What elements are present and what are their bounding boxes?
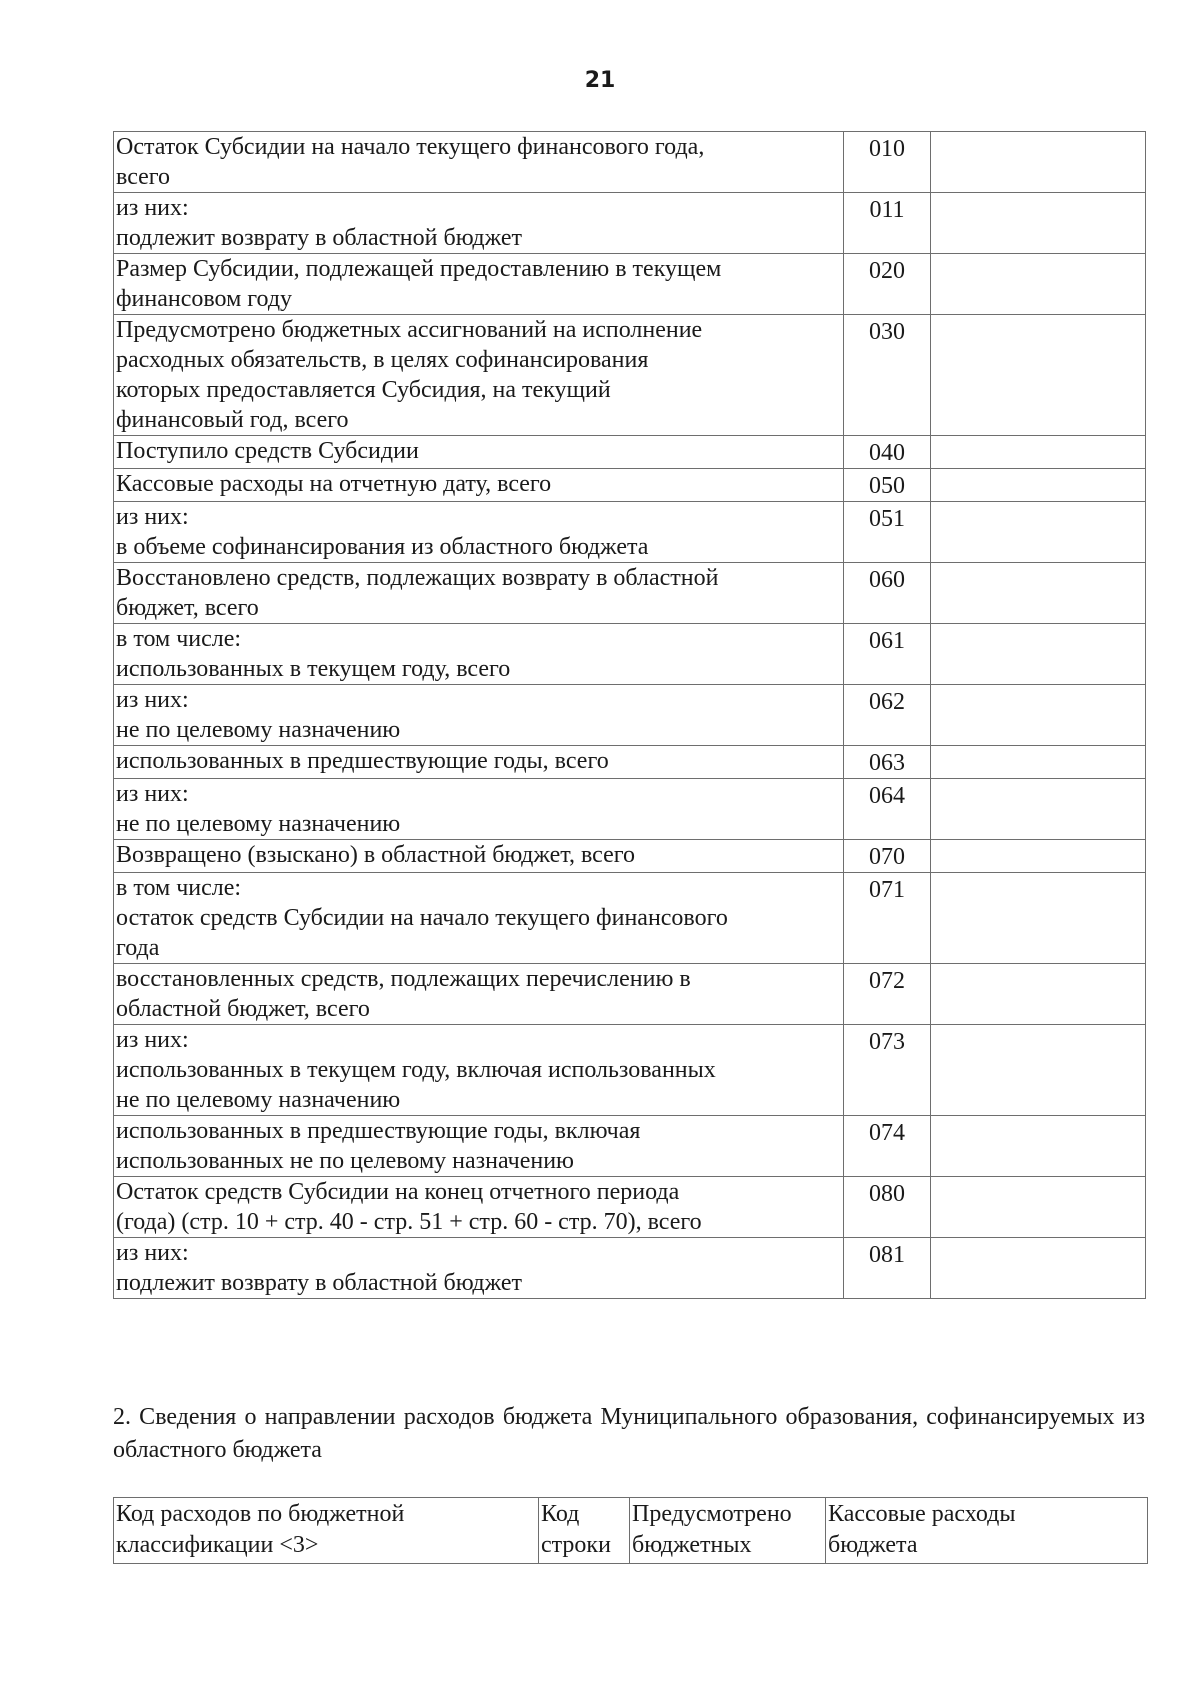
indicator-text-line: в том числе: bbox=[116, 875, 242, 901]
table-row bbox=[114, 1025, 1146, 1116]
row-value-cell bbox=[931, 624, 1146, 685]
expense-column-header bbox=[114, 1498, 539, 1564]
indicator-text-line: областной бюджет, всего bbox=[116, 996, 370, 1022]
indicator-text-line: из них: bbox=[116, 504, 189, 530]
indicator-text-line: бюджет, всего bbox=[116, 595, 259, 621]
indicator-text-line: использованных в текущем году, всего bbox=[116, 656, 511, 682]
expense-column-header bbox=[539, 1498, 630, 1564]
indicator-text-line: Остаток средств Субсидии на конец отчетного периода bbox=[116, 1179, 680, 1205]
row-value-cell bbox=[931, 502, 1146, 563]
indicator-text-line: из них: bbox=[116, 1027, 189, 1053]
row-indicator-text bbox=[114, 436, 844, 469]
row-indicator-text bbox=[114, 746, 844, 779]
table-row bbox=[114, 193, 1146, 254]
indicator-text-line: подлежит возврату в областной бюджет bbox=[116, 225, 523, 251]
indicator-text-line: не по целевому назначению bbox=[116, 811, 401, 837]
column-header-line: Код bbox=[541, 1501, 580, 1527]
indicator-text-line: Остаток Субсидии на начало текущего финансового года, bbox=[116, 134, 705, 160]
row-indicator-text bbox=[114, 254, 844, 315]
row-value-cell bbox=[931, 1238, 1146, 1299]
indicator-text-line: использованных не по целевому назначению bbox=[116, 1148, 574, 1174]
indicator-text-line: не по целевому назначению bbox=[116, 717, 401, 743]
row-value-cell bbox=[931, 1177, 1146, 1238]
row-value-cell bbox=[931, 193, 1146, 254]
row-indicator-text bbox=[114, 1025, 844, 1116]
table-row bbox=[114, 873, 1146, 964]
row-code: 080 bbox=[844, 1177, 931, 1238]
row-indicator-text bbox=[114, 964, 844, 1025]
row-code: 030 bbox=[844, 315, 931, 436]
row-code: 071 bbox=[844, 873, 931, 964]
row-code: 050 bbox=[844, 469, 931, 502]
table-row bbox=[114, 563, 1146, 624]
indicator-text-line: использованных в текущем году, включая использованных bbox=[116, 1057, 716, 1083]
expense-directions-table bbox=[113, 1497, 1148, 1564]
row-indicator-text bbox=[114, 779, 844, 840]
row-value-cell bbox=[931, 840, 1146, 873]
column-header-line: бюджета bbox=[828, 1532, 918, 1558]
table-row bbox=[114, 1177, 1146, 1238]
row-code: 063 bbox=[844, 746, 931, 779]
indicator-text-line: не по целевому назначению bbox=[116, 1087, 401, 1113]
expense-column-header bbox=[826, 1498, 1148, 1564]
table-row bbox=[114, 502, 1146, 563]
indicator-text-line: финансовый год, всего bbox=[116, 407, 349, 433]
table-row bbox=[114, 315, 1146, 436]
row-indicator-text bbox=[114, 502, 844, 563]
row-code: 020 bbox=[844, 254, 931, 315]
table-row bbox=[114, 685, 1146, 746]
row-code: 081 bbox=[844, 1238, 931, 1299]
page-number: 21 bbox=[584, 68, 616, 93]
column-header-line: классификации <3> bbox=[116, 1532, 319, 1558]
row-value-cell bbox=[931, 132, 1146, 193]
row-code: 040 bbox=[844, 436, 931, 469]
row-code: 011 bbox=[844, 193, 931, 254]
indicator-text-line: в том числе: bbox=[116, 626, 242, 652]
indicator-text-line: из них: bbox=[116, 781, 189, 807]
indicator-text-line: финансовом году bbox=[116, 286, 293, 312]
row-value-cell bbox=[931, 469, 1146, 502]
indicator-text-line: из них: bbox=[116, 687, 189, 713]
row-indicator-text bbox=[114, 873, 844, 964]
indicator-text-line: из них: bbox=[116, 1240, 189, 1266]
table-row bbox=[114, 1116, 1146, 1177]
row-value-cell bbox=[931, 315, 1146, 436]
row-value-cell bbox=[931, 685, 1146, 746]
table-row bbox=[114, 779, 1146, 840]
row-indicator-text bbox=[114, 1116, 844, 1177]
row-indicator-text bbox=[114, 1177, 844, 1238]
indicator-text-line: использованных в предшествующие годы, включая bbox=[116, 1118, 641, 1144]
row-code: 072 bbox=[844, 964, 931, 1025]
indicator-text-line: Восстановлено средств, подлежащих возврату в областной bbox=[116, 565, 719, 591]
indicator-text-line: (года) (стр. 10 + стр. 40 - стр. 51 + стр. 60 - стр. 70), всего bbox=[116, 1209, 702, 1235]
expense-table-header-row bbox=[114, 1498, 1148, 1564]
table-row bbox=[114, 132, 1146, 193]
row-value-cell bbox=[931, 563, 1146, 624]
row-indicator-text bbox=[114, 193, 844, 254]
row-indicator-text bbox=[114, 1238, 844, 1299]
indicator-text-line: из них: bbox=[116, 195, 189, 221]
row-indicator-text bbox=[114, 563, 844, 624]
indicator-text-line: расходных обязательств, в целях софинансирования bbox=[116, 347, 649, 373]
indicator-text-line: Поступило средств Субсидии bbox=[116, 438, 419, 464]
indicator-text-line: восстановленных средств, подлежащих перечислению в bbox=[116, 966, 691, 992]
row-value-cell bbox=[931, 779, 1146, 840]
column-header-line: Кассовые расходы bbox=[828, 1501, 1016, 1527]
indicator-text-line: всего bbox=[116, 164, 171, 190]
column-header-line: строки bbox=[541, 1532, 611, 1558]
row-code: 010 bbox=[844, 132, 931, 193]
table-row bbox=[114, 254, 1146, 315]
row-indicator-text bbox=[114, 840, 844, 873]
indicator-text-line: которых предоставляется Субсидия, на текущий bbox=[116, 377, 611, 403]
row-indicator-text bbox=[114, 469, 844, 502]
indicator-text-line: Возвращено (взыскано) в областной бюджет, всего bbox=[116, 842, 635, 868]
row-indicator-text bbox=[114, 132, 844, 193]
row-code: 051 bbox=[844, 502, 931, 563]
column-header-line: Предусмотрено bbox=[632, 1501, 792, 1527]
table-row bbox=[114, 1238, 1146, 1299]
indicator-text-line: Размер Субсидии, подлежащей предоставлению в текущем bbox=[116, 256, 722, 282]
row-code: 060 bbox=[844, 563, 931, 624]
row-value-cell bbox=[931, 964, 1146, 1025]
subsidy-balance-table bbox=[113, 131, 1146, 1299]
row-value-cell bbox=[931, 436, 1146, 469]
column-header-line: Код расходов по бюджетной bbox=[116, 1501, 405, 1527]
row-code: 061 bbox=[844, 624, 931, 685]
indicator-text-line: Предусмотрено бюджетных ассигнований на исполнение bbox=[116, 317, 703, 343]
row-code: 070 bbox=[844, 840, 931, 873]
row-value-cell bbox=[931, 1025, 1146, 1116]
table-row bbox=[114, 746, 1146, 779]
row-code: 073 bbox=[844, 1025, 931, 1116]
indicator-text-line: остаток средств Субсидии на начало текущего финансового bbox=[116, 905, 728, 931]
column-header-line: бюджетных bbox=[632, 1532, 752, 1558]
table-row bbox=[114, 840, 1146, 873]
indicator-text-line: в объеме софинансирования из областного бюджета bbox=[116, 534, 649, 560]
table-row bbox=[114, 436, 1146, 469]
indicator-text-line: использованных в предшествующие годы, всего bbox=[116, 748, 609, 774]
subsidy-balance-table-body bbox=[114, 132, 1146, 1299]
row-value-cell bbox=[931, 1116, 1146, 1177]
row-value-cell bbox=[931, 746, 1146, 779]
table-row bbox=[114, 624, 1146, 685]
section-2-heading: 2. Сведения о направлении расходов бюджета Муниципального образования, софинансируемых из областного бюджета bbox=[113, 1404, 1145, 1463]
indicator-text-line: подлежит возврату в областной бюджет bbox=[116, 1270, 523, 1296]
indicator-text-line: Кассовые расходы на отчетную дату, всего bbox=[116, 471, 552, 497]
row-code: 062 bbox=[844, 685, 931, 746]
row-indicator-text bbox=[114, 685, 844, 746]
row-indicator-text bbox=[114, 624, 844, 685]
row-value-cell bbox=[931, 254, 1146, 315]
row-code: 074 bbox=[844, 1116, 931, 1177]
row-code: 064 bbox=[844, 779, 931, 840]
row-value-cell bbox=[931, 873, 1146, 964]
table-row bbox=[114, 469, 1146, 502]
expense-column-header bbox=[630, 1498, 826, 1564]
table-row bbox=[114, 964, 1146, 1025]
indicator-text-line: года bbox=[116, 935, 160, 961]
row-indicator-text bbox=[114, 315, 844, 436]
